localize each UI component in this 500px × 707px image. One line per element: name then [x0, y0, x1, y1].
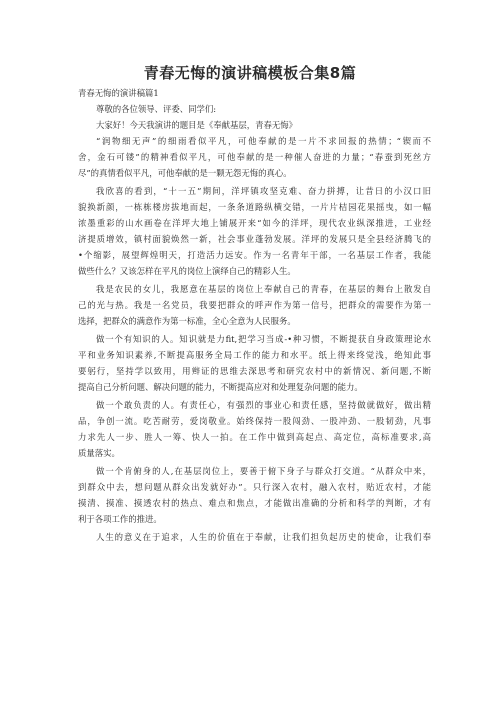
body-text-line: 尊敬的各位领导、评委、同学们:: [96, 104, 217, 114]
body-text-line: 提高自己分析问题、解决问题的能力，不断提高应对和处理复杂问题的能力。: [78, 382, 363, 392]
document-title: 青春无悔的演讲稿模板合集8篇: [143, 64, 357, 82]
body-text-line: 舍，金石可镂”的精神看似平凡，可他奉献的是一种催人奋进的力量；“春蚕到死丝方: [78, 152, 431, 162]
body-text-line: 品，争创一流。吃苦耐劳，爱岗敬业。始终保持一股闯劲、一股冲劲、一股韧劲，凡事: [78, 416, 431, 426]
body-text-line: 到群众中去，想问题从群众出发就好办”。只行深入农村，融入农村，贴近农村，才能: [78, 482, 431, 492]
body-text-line: 人生的意义在于追求，人生的价值在于奉献，让我们担负起历史的使命，让我们奉: [96, 532, 431, 542]
body-text-line: 浓墨重彩的山水画卷在洋坪大地上铺展开来“如今的洋坪，现代农业纵深推进，工业经: [78, 218, 431, 228]
body-text-line: 做一个肯俯身的人,在基层岗位上，要善于俯下身子与群众打交道。“从群众中来，: [96, 466, 431, 476]
body-text-line: •个缩影，展望辉煌明天，打造活力远安。作为一名青年干部，一名基层工作者，我能: [78, 250, 431, 260]
body-text-line: 做些什么？又该怎样在平凡的岗位上演绎自己的精彩人生。: [78, 266, 296, 276]
body-text-line: “润物细无声”的细雨看似平凡，可他奉献的是一片不求回报的热情；“锲而不: [96, 136, 431, 146]
body-text-line: 选择，把群众的满意作为第一标准，全心全意为人民服务。: [78, 316, 296, 326]
body-text-line: 摸清、摸准、摸透农村的热点、难点和焦点，才能做出准确的分析和科学的判断，才有: [78, 498, 431, 508]
body-text-line: 尽”的真情看似平凡，可他奉献的是一颗无怨无悔的真心。: [78, 168, 292, 178]
body-text-line: 我是农民的女儿，我愿意在基层的岗位上奉献自己的青春，在基层的舞台上散发自: [96, 284, 431, 294]
body-text-line: 力求先人一步、胜人一筹、快人一拍。在工作中做到高起点、高定位，高标准要求,高: [78, 432, 431, 442]
body-text-line: 我欣喜的看到，“十一五”期间，洋坪镇攻坚克难、奋力拼搏，让昔日的小汉口旧: [96, 186, 431, 196]
body-text-line: 要躬行，坚持学以致用，用辫证的思维去深思考和研究农村中的新情况、新问题,不断: [78, 366, 431, 376]
body-text-line: 平和业务知识素养,不断提高服务全局工作的能力和水平。纸上得来终觉浅，绝知此事: [78, 350, 431, 360]
body-text-line: 做一个敢负责的人。有责任心，有强烈的事业心和责任感，坚持做就做好，做出精: [96, 400, 431, 410]
body-text-line: 济提质增效，镇村面貌焕然一新，社会事业蓬勃发展。洋坪的发展只是全县经济腾飞的: [78, 234, 431, 244]
section-heading: 青春无悔的演讲稿篇1: [78, 88, 159, 98]
body-text-line: 貌换新颜，一栋栋楼房拔地而起，一条条道路纵横交错，一片片桔园花果摇曳，如一幅: [78, 202, 431, 212]
body-text-line: 大家好！今天我演讲的题目是《奉献基层，青春无悔》: [96, 120, 297, 130]
body-text-line: 利于各项工作的推进。: [78, 514, 162, 524]
body-text-line: 做一个有知识的人。知识就是力fit,把学习当成-•种习惯，不断提获自身政策理论水: [96, 334, 431, 344]
body-text-line: 质量落实。: [78, 448, 120, 458]
body-text-line: 己的光与热。我是一名党员，我要把群众的呼声作为第一信号，把群众的需要作为第一: [78, 300, 431, 310]
